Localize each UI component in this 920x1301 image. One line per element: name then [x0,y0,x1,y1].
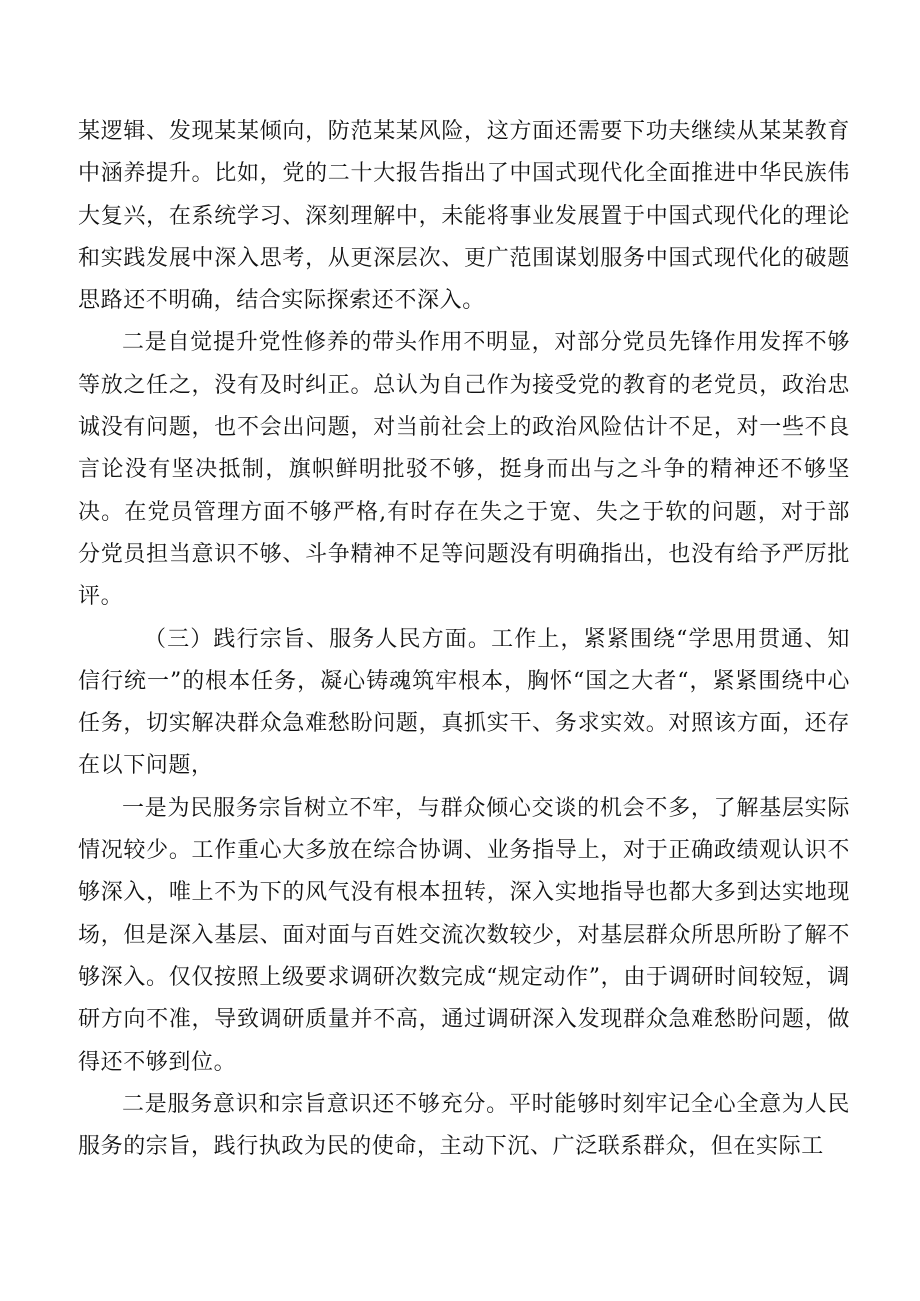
paragraph-point-2-party-spirit: 二是自觉提升党性修养的带头作用不明显，对部分党员先锋作用发挥不够等放之任之，没有及时纠正。总认为自己作为接受党的教育的老党员，政治忠诚没有问题，也不会出问题，对当前社会上的政治风险估计不足，对一些不良言论没有坚决抵制，旗帜鲜明批驳不够，挺身而出与之斗争的精神还不够坚决。在党员管理方面不够严格,有时存在失之于宽、失之于软的问题，对于部分党员担当意识不够、斗争精神不足等问题没有明确指出，也没有给予严厉批评。 [78,330,850,610]
section-3-heading-paragraph: （三）践行宗旨、服务人民方面。工作上，紧紧围绕“学思用贯通、知信行统一”的根本任务，凝心铸魂筑牢根本，胸怀“国之大者“，紧紧围绕中心任务，切实解决群众急难愁盼问题，真抓实干、务求实效。对照该方面，还存在以下问题， [78,626,850,779]
document-body [78,111,850,1168]
paragraph-intro-continuation: 某逻辑、发现某某倾向，防范某某风险，这方面还需要下功夫继续从某某教育中涵养提升。比如，党的二十大报告指出了中国式现代化全面推进中华民族伟大复兴，在系统学习、深刻理解中，未能将事业发展置于中国式现代化的理论和实践发展中深入思考，从更深层次、更广范围谋划服务中国式现代化的破题思路还不明确，结合实际探索还不深入。 [78,119,850,314]
paragraph-point-2-awareness: 二是服务意识和宗旨意识还不够充分。平时能够时刻牢记全心全意为人民服务的宗旨，践行执政为民的使命，主动下沉、广泛联系群众，但在实际工 [78,1091,850,1160]
paragraph-point-1-service: 一是为民服务宗旨树立不牢，与群众倾心交谈的机会不多，了解基层实际情况较少。工作重心大多放在综合协调、业务指导上，对于正确政绩观认识不够深入，唯上不为下的风气没有根本扭转，深入实地指导也都大多到达实地现场，但是深入基层、面对面与百姓交流次数较少，对基层群众所思所盼了解不够深入。仅仅按照上级要求调研次数完成“规定动作”，由于调研时间较短，调研方向不准，导致调研质量并不高，通过调研深入发现群众急难愁盼问题，做得还不够到位。 [78,795,850,1075]
